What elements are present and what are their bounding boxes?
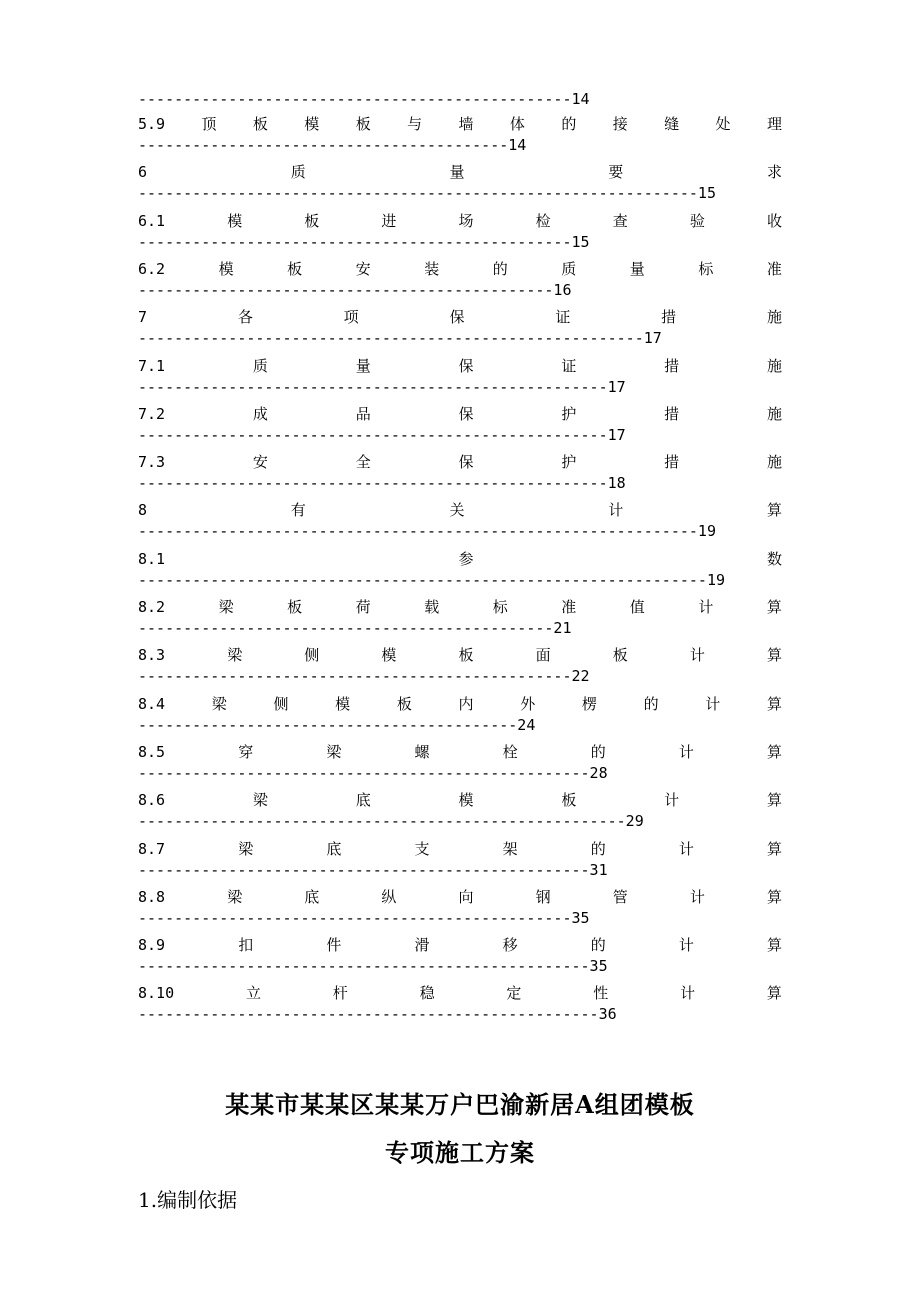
toc-entry-title-char: 的 (492, 259, 508, 278)
toc-entry-title (138, 838, 782, 860)
toc-entry-number: 6 (138, 163, 148, 182)
toc-entry-number: 8.10 (138, 984, 175, 1003)
toc-entry-number: 8.1 (138, 549, 166, 568)
toc-entry-number: 8.9 (138, 936, 166, 955)
toc-entry-title-char: 模 (304, 115, 320, 133)
toc-entry-title-char: 板 (304, 211, 320, 230)
toc-page-number: 31 (589, 860, 608, 879)
toc-entry-title-char: 底 (326, 839, 342, 858)
toc-leader: ------------------------------------------ (138, 715, 518, 734)
toc-leader: -------------------------------------------------- (138, 763, 590, 782)
toc-entry-title-char: 梁 (227, 887, 243, 906)
toc-entry-title (138, 741, 782, 763)
toc-entry[interactable] (138, 934, 782, 982)
toc-entry-leader-line (138, 425, 626, 445)
toc-page-number: 29 (625, 812, 644, 831)
toc-entry-leader-line (138, 666, 590, 686)
toc-leader: --------------------------------------------------- (138, 1005, 599, 1024)
toc-entry-title-char: 数 (766, 549, 782, 568)
toc-entry-title (138, 210, 782, 232)
toc-entry-title-char: 施 (766, 308, 782, 327)
toc-entry-title (138, 548, 782, 570)
toc-entry-title-char: 的 (590, 742, 606, 761)
toc-entry-title-char: 支 (414, 839, 430, 858)
toc-page-number: 18 (607, 474, 626, 493)
toc-entry-number: 8.5 (138, 742, 166, 761)
toc-entry-title-char: 算 (766, 694, 782, 713)
toc-entry-number: 8.4 (138, 694, 166, 713)
toc-entry-title-char: 的 (643, 694, 659, 713)
toc-entry[interactable] (138, 499, 782, 547)
toc-entry-leader-line (138, 232, 590, 252)
toc-entry-title-char: 装 (424, 259, 440, 278)
toc-entry-leader-line (138, 1004, 617, 1024)
toc-entry-title-char: 模 (218, 259, 234, 278)
toc-entry-title-char: 纵 (381, 887, 397, 906)
toc-entry-title-char: 算 (766, 984, 782, 1003)
toc-entry-title-char: 措 (664, 404, 680, 423)
toc-entry-leader-line (138, 521, 716, 541)
toc-entry-title-char: 接 (612, 115, 628, 133)
toc-entry-title-char: 计 (608, 501, 624, 520)
toc-entry-title (138, 113, 782, 135)
toc-entry[interactable] (138, 258, 782, 306)
toc-entry-title-char: 板 (355, 115, 371, 133)
toc-entry-title-char: 计 (664, 791, 680, 810)
toc-entry-title-char: 保 (458, 404, 474, 423)
toc-entry-title-char: 内 (458, 694, 474, 713)
toc-entry-title-char: 立 (245, 984, 261, 1003)
toc-leader: ------------------------------------------------ (138, 667, 572, 686)
section-heading-1: 1.编制依据 (138, 1188, 238, 1212)
toc-entry-title-char: 计 (678, 839, 694, 858)
toc-entry-title-char: 体 (509, 115, 525, 133)
toc-entry-title-char: 性 (593, 984, 609, 1003)
toc-entry-title-char: 安 (252, 453, 268, 472)
toc-entry-number: 8.3 (138, 646, 166, 665)
toc-entry-title-char: 保 (458, 356, 474, 375)
toc-entry-title-char: 算 (766, 646, 782, 665)
toc-leader: ---------------------------------------------------- (138, 377, 608, 396)
toc-entry-title-char: 保 (449, 308, 465, 327)
toc-entry-number: 8 (138, 501, 148, 520)
toc-entry-title-char: 有 (290, 501, 306, 520)
toc-entry-title-char: 质 (290, 163, 306, 182)
toc-entry[interactable] (138, 403, 782, 451)
toc-entry-title-char: 面 (535, 646, 551, 665)
toc-page-number: 16 (553, 280, 572, 299)
toc-entry[interactable] (138, 838, 782, 886)
toc-entry-leader-line (138, 135, 526, 155)
toc-entry-title-char: 楞 (581, 694, 597, 713)
toc-entry-title-char: 墙 (458, 115, 474, 133)
toc-entry-leader-line (138, 763, 608, 783)
toc-entry-title-char: 算 (766, 598, 782, 616)
toc-entry-title (138, 693, 782, 715)
toc-page-number: 19 (706, 570, 726, 589)
toc-leader: -------------------------------------------------- (138, 860, 590, 879)
toc-entry-number: 6.2 (138, 259, 166, 278)
toc-entry-number: 5.9 (138, 115, 166, 133)
toc-entry-title (138, 499, 782, 521)
toc-entry-title-char: 板 (458, 646, 474, 665)
toc-entry-title-char: 的 (561, 115, 577, 133)
toc-entry-title-char: 梁 (252, 791, 268, 810)
toc-entry[interactable] (138, 596, 782, 644)
toc-entry-title-char: 计 (678, 936, 694, 955)
toc-entry-title-char: 证 (561, 356, 577, 375)
toc-entry-title-char: 顶 (201, 115, 217, 133)
toc-page-number: 17 (607, 425, 626, 444)
toc-entry-number: 8.2 (138, 598, 166, 616)
toc-entry-title-char: 管 (612, 887, 628, 906)
toc-entry-title-char: 收 (766, 211, 782, 230)
toc-leader: --------------------------------------------------------------- (138, 570, 707, 589)
toc-entry-title-char: 算 (766, 887, 782, 906)
toc-page-number: 15 (697, 184, 716, 203)
toc-leader: ---------------------------------------------- (138, 619, 554, 637)
toc-leader: ---------------------------------------------------- (138, 425, 608, 444)
toc-entry-title (138, 403, 782, 425)
toc-page-number: 15 (571, 232, 590, 251)
toc-entry-title-char: 计 (705, 694, 721, 713)
toc-entry[interactable] (138, 355, 782, 403)
toc-entry-title-char: 参 (458, 549, 474, 568)
toc-leader: -------------------------------------------------------------- (138, 522, 698, 541)
toc-entry-title (138, 306, 782, 328)
toc-entry-title (138, 596, 782, 618)
toc-entry-title-char: 缝 (664, 115, 680, 133)
toc-entry-title-char: 值 (629, 598, 645, 616)
toc-entry-title-char: 项 (343, 308, 359, 327)
toc-entry-number: 7 (138, 308, 148, 327)
toc-leader: -------------------------------------------------------- (138, 329, 644, 348)
toc-entry-title (138, 355, 782, 377)
toc-entry-title-char: 各 (237, 308, 253, 327)
toc-page-number: 28 (589, 763, 608, 782)
toc-entry-number: 7.3 (138, 453, 166, 472)
toc-entry-title-char: 措 (664, 356, 680, 375)
toc-entry-title-char: 计 (698, 598, 714, 616)
toc-entry-number: 6.1 (138, 211, 166, 230)
toc-entry[interactable] (138, 886, 782, 934)
toc-entry-title-char: 措 (664, 453, 680, 472)
toc-entry-title-char: 质 (561, 259, 577, 278)
toc-entry-title-char: 梁 (211, 694, 227, 713)
toc-entry-title-char: 品 (355, 404, 371, 423)
toc-entry-title-char: 算 (766, 791, 782, 810)
toc-entry-leader-line (138, 956, 608, 976)
toc-entry[interactable] (138, 161, 782, 209)
toc-entry-title-char: 护 (561, 453, 577, 472)
toc-entry-leader-line (138, 280, 571, 300)
toc-entry-title (138, 644, 782, 666)
toc-entry-leader-line (138, 908, 590, 928)
toc-entry-title-char: 计 (680, 984, 696, 1003)
toc-entry-title-char: 求 (766, 163, 782, 182)
toc-entry-title-char: 的 (590, 936, 606, 955)
toc-entry[interactable] (138, 644, 782, 692)
toc-entry-title-char: 侧 (304, 646, 320, 665)
toc-entry-title-char: 梁 (326, 742, 342, 761)
toc-leader: ------------------------------------------------ (138, 90, 572, 108)
toc-entry-leader-line (138, 377, 626, 397)
toc-entry-title-char: 量 (449, 163, 465, 182)
document-title-line-2: 专项施工方案 (385, 1138, 535, 1167)
toc-entry-leader-line (138, 860, 608, 880)
toc-leader: -------------------------------------------------------------- (138, 184, 698, 203)
toc-entry-title-char: 梁 (238, 839, 254, 858)
toc-entry-title-char: 施 (766, 404, 782, 423)
toc-entry[interactable] (138, 982, 782, 1030)
toc-entry-title-char: 穿 (238, 742, 254, 761)
toc-entry-title-char: 板 (252, 115, 268, 133)
toc-entry-title-char: 扣 (238, 936, 254, 955)
toc-entry-title-char: 施 (766, 356, 782, 375)
toc-leader: ----------------------------------------- (138, 136, 509, 154)
toc-entry-title-char: 计 (689, 887, 705, 906)
toc-entry-title-char: 梁 (218, 598, 234, 616)
toc-entry-title-char: 模 (458, 791, 474, 810)
toc-entry-title-char: 栓 (502, 742, 518, 761)
document-title-line-1: 某某市某某区某某万户巴渝新居A组团模板 (225, 1090, 695, 1119)
toc-entry[interactable] (138, 210, 782, 258)
toc-entry-title-char: 要 (608, 163, 624, 182)
toc-entry-title-char: 全 (355, 453, 371, 472)
toc-entry-title-char: 螺 (414, 742, 430, 761)
toc-entry-title-char: 模 (335, 694, 351, 713)
toc-entry[interactable] (138, 741, 782, 789)
toc-leader: ------------------------------------------------------ (138, 812, 626, 831)
toc-entry-title-char: 钢 (535, 887, 551, 906)
toc-entry-title-char: 量 (355, 356, 371, 375)
toc-entry-leader-line (138, 183, 716, 203)
toc-entry-leader-line (138, 811, 644, 831)
toc-entry[interactable] (138, 789, 782, 837)
toc-entry-title-char: 施 (766, 453, 782, 472)
toc-entry-title-char: 板 (612, 646, 628, 665)
toc-entry-title-char: 量 (629, 259, 645, 278)
toc-entry-title-char: 稳 (419, 984, 435, 1003)
toc-entry-title-char: 的 (590, 839, 606, 858)
toc-entry-title-char: 载 (424, 598, 440, 616)
toc-entry-title-char: 滑 (414, 936, 430, 955)
toc-entry[interactable] (138, 113, 782, 161)
toc-entry-title-char: 架 (502, 839, 518, 858)
toc-entry-title-char: 计 (678, 742, 694, 761)
toc-leader: ---------------------------------------------- (138, 280, 554, 299)
toc-entry-title-char: 模 (381, 646, 397, 665)
toc-entry-title-char: 与 (407, 115, 423, 133)
toc-entry-number: 7.1 (138, 356, 166, 375)
toc-entry-title (138, 982, 782, 1004)
toc-page-number: 35 (589, 957, 608, 976)
toc-entry-title-char: 杆 (332, 984, 348, 1003)
toc-entry-title-char: 质 (252, 356, 268, 375)
toc-entry-leader-line (138, 473, 626, 493)
toc-entry-title-char: 计 (689, 646, 705, 665)
toc-page-number: 21 (553, 619, 572, 637)
toc-leader: ------------------------------------------------ (138, 232, 572, 251)
toc-page-number: 14 (571, 90, 590, 108)
toc-page-number: 36 (598, 1005, 617, 1024)
toc-leader-continuation (138, 89, 590, 109)
toc-entry-title-char: 模 (227, 211, 243, 230)
toc-entry-title-char: 准 (766, 259, 782, 278)
toc-entry-title-char: 件 (326, 936, 342, 955)
toc-entry-title-char: 成 (252, 404, 268, 423)
toc-entry-number: 7.2 (138, 404, 166, 423)
toc-entry-title (138, 451, 782, 473)
toc-entry-title-char: 理 (766, 115, 782, 133)
toc-entry-number: 8.7 (138, 839, 166, 858)
toc-page-number: 22 (571, 667, 590, 686)
toc-entry-title (138, 886, 782, 908)
toc-entry-title-char: 板 (561, 791, 577, 810)
toc-entry-title-char: 向 (458, 887, 474, 906)
toc-entry-title-char: 定 (506, 984, 522, 1003)
toc-entry-title-char: 板 (287, 259, 303, 278)
toc-entry-title-char: 荷 (355, 598, 371, 616)
toc-entry[interactable] (138, 693, 782, 741)
toc-page-number: 17 (607, 377, 626, 396)
toc-entry-title-char: 梁 (227, 646, 243, 665)
toc-page-number: 24 (517, 715, 536, 734)
toc-entry-title-char: 护 (561, 404, 577, 423)
toc-entry-leader-line (138, 570, 725, 590)
toc-entry-title-char: 算 (766, 742, 782, 761)
toc-entry-title-char: 验 (689, 211, 705, 230)
toc-entry-title-char: 进 (381, 211, 397, 230)
toc-entry-title-char: 板 (396, 694, 412, 713)
toc-entry-title-char: 准 (561, 598, 577, 616)
toc-entry-title-char: 外 (520, 694, 536, 713)
toc-leader: ------------------------------------------------ (138, 908, 572, 927)
toc-entry-title-char: 保 (458, 453, 474, 472)
toc-entry-title-char: 底 (304, 887, 320, 906)
toc-entry-title-char: 证 (555, 308, 571, 327)
toc-entry-number: 8.8 (138, 887, 166, 906)
toc-entry-number: 8.6 (138, 791, 166, 810)
toc-entry[interactable] (138, 451, 782, 499)
toc-entry-title-char: 场 (458, 211, 474, 230)
toc-leader: ---------------------------------------------------- (138, 474, 608, 493)
toc-entry[interactable] (138, 548, 782, 596)
toc-entry-title-char: 算 (766, 501, 782, 520)
toc-entry-title-char: 算 (766, 839, 782, 858)
toc-entry-title-char: 处 (715, 115, 731, 133)
toc-entry-title (138, 934, 782, 956)
toc-entry-leader-line (138, 618, 571, 638)
toc-entry-title-char: 算 (766, 936, 782, 955)
toc-entry-title-char: 侧 (273, 694, 289, 713)
toc-entry[interactable] (138, 306, 782, 354)
toc-entry-title (138, 789, 782, 811)
toc-page-number: 17 (643, 329, 662, 348)
toc-entry-title-char: 安 (355, 259, 371, 278)
toc-page-number: 14 (508, 136, 527, 154)
toc-entry-title-char: 关 (449, 501, 465, 520)
toc-entry-leader-line (138, 328, 662, 348)
toc-entry-title-char: 移 (502, 936, 518, 955)
toc-entry-title-char: 标 (698, 259, 714, 278)
toc-page-number: 19 (697, 522, 716, 541)
toc-entry-title-char: 板 (287, 598, 303, 616)
toc-entry-leader-line (138, 715, 535, 735)
toc-entry-title-char: 检 (535, 211, 551, 230)
toc-page-number: 35 (571, 908, 590, 927)
toc-entry-title-char: 措 (661, 308, 677, 327)
toc-entry-title-char: 标 (492, 598, 508, 616)
toc-entry-title (138, 161, 782, 183)
toc-entry-title (138, 258, 782, 280)
toc-entry-title-char: 底 (355, 791, 371, 810)
toc-leader: -------------------------------------------------- (138, 957, 590, 976)
toc-entry-title-char: 查 (612, 211, 628, 230)
